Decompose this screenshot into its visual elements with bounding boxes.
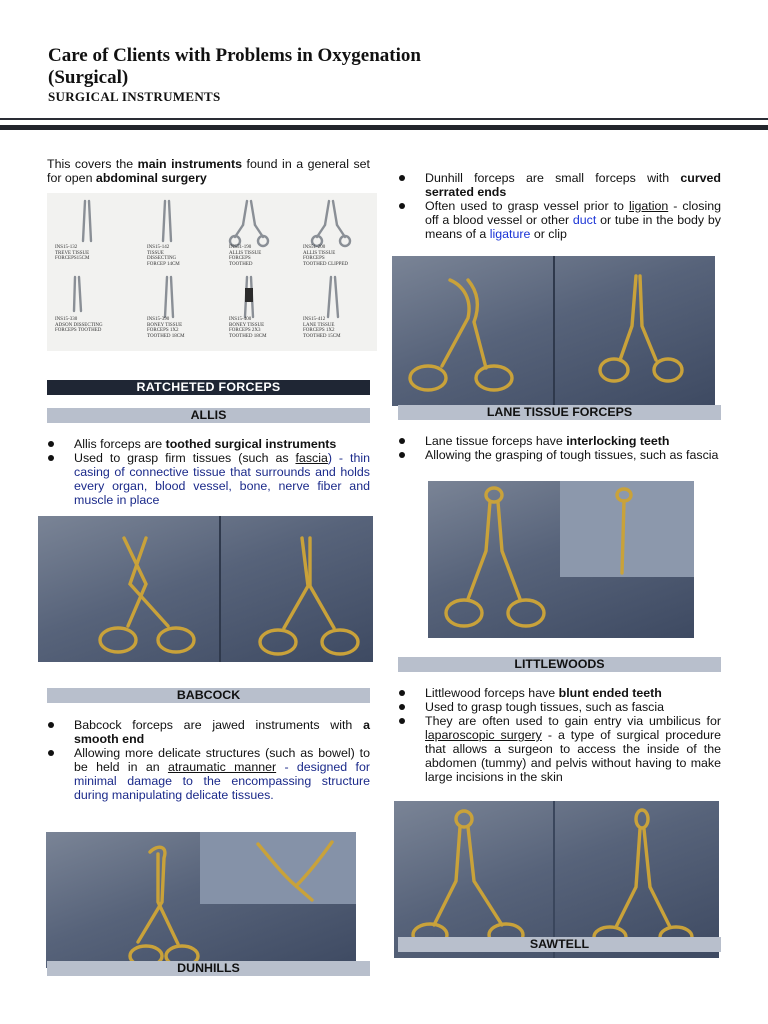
bullet-text: Babcock forceps are jawed instruments with (74, 718, 364, 732)
section-sawtell: SAWTELL (398, 937, 721, 952)
lane-forceps-drawing (392, 256, 715, 406)
document-title (48, 45, 421, 89)
dunhill-bullet-list (398, 171, 721, 241)
list-item (47, 451, 370, 507)
bullet-text: They are often used to gain entry via umbilicus for (425, 714, 721, 728)
intro-bold-abdominal-surgery: abdominal surgery (95, 171, 207, 185)
list-item (398, 686, 721, 700)
littlewood-bullet-list (398, 686, 721, 784)
instrument-catalog-image (47, 193, 377, 351)
catalog-label: INS15-132 TREVE TISSUE FORCEPS15CM (55, 245, 90, 261)
dunhill-forceps-drawing (46, 832, 356, 968)
sawtell-forceps-photo (394, 801, 719, 958)
section-littlewoods: LITTLEWOODS (398, 657, 721, 672)
catalog-label: INS15-400 BONEY TISSUE FORCEPS 2X3 TOOTHED 18CM (229, 317, 267, 339)
title-line-1: Care of Clients with Problems in Oxygenation (48, 45, 421, 66)
sawtell-forceps-drawing (394, 801, 719, 958)
bullet-bold: toothed surgical instruments (165, 437, 337, 451)
catalog-label: INS15-330 ADSON DISSECTING FORCEPS TOOTHED (55, 317, 103, 333)
allis-bullet-list (47, 437, 370, 507)
lane-tissue-forceps-photo (392, 256, 715, 406)
section-dunhills: DUNHILLS (47, 961, 370, 976)
bullet-definition: ) - thin casing of connective tissue that surrounds and holds every organ, blood vessel, bone, nerve fiber and muscle in place (74, 451, 370, 507)
intro-bold-main-instruments: main instruments (137, 157, 243, 171)
bullet-underline-atraumatic: atraumatic manner (167, 760, 277, 774)
list-item (47, 437, 370, 451)
catalog-label: INS51-200 ALLIS TISSUE FORCEPS TOOTHED CLIPPED (303, 245, 349, 267)
littlewood-forceps-drawing (428, 481, 694, 638)
section-allis: ALLIS (47, 408, 370, 423)
section-ratcheted-forceps: RATCHETED FORCEPS (47, 380, 370, 395)
littlewood-forceps-photo (428, 481, 694, 638)
list-item (47, 718, 370, 746)
bullet-text: Littlewood forceps have (425, 686, 559, 700)
catalog-label: INS15-390 BONEY TISSUE FORCEPS 1X2 TOOTHED 18CM (147, 317, 185, 339)
dunhill-forceps-photo (46, 832, 356, 968)
bullet-text: Dunhill forceps are small forceps with (425, 171, 681, 185)
intro-paragraph (47, 157, 370, 185)
bullet-definition: - a type of surgical procedure that allows a surgeon to access the inside of the abdomen (tummy) and pelvis without having to make large incisions in the skin (425, 728, 721, 784)
section-babcock: BABCOCK (47, 688, 370, 703)
allis-forceps-drawing (38, 516, 373, 662)
catalog-label: INS15-412 LANE TISSUE FORCEPS 1X2 TOOTHED 15CM (303, 317, 341, 339)
bullet-bold: interlocking teeth (566, 434, 670, 448)
catalog-label: INS51-190 ALLIS TISSUE FORCEPS TOOTHED (229, 245, 262, 267)
header-rule-thin (0, 118, 768, 120)
allis-forceps-photo (38, 516, 373, 662)
bullet-text-mid: - closing off a blood vessel or other (425, 199, 721, 227)
list-item (398, 434, 721, 448)
intro-text-mid: found in a general set for open (47, 157, 370, 185)
header-rule-thick (0, 125, 768, 130)
title-line-2: (Surgical) (48, 67, 129, 88)
bullet-text-post: or clip (530, 227, 567, 241)
document-subtitle: SURGICAL INSTRUMENTS (48, 89, 221, 104)
bullet-text: Allowing more delicate structures (such as bowel) to be held in an (74, 746, 370, 774)
babcock-bullet-list (47, 718, 370, 802)
list-item (398, 448, 721, 462)
bullet-definition: - designed for minimal damage to the encompassing structure during manipulating delicate tissues. (74, 760, 370, 802)
list-item (398, 700, 721, 714)
link-duct[interactable]: duct (572, 213, 597, 227)
list-item (398, 714, 721, 784)
bullet-bold: blunt ended teeth (558, 686, 662, 700)
bullet-bold: a smooth end (74, 718, 370, 746)
bullet-underline-laparoscopic: laparoscopic surgery (425, 728, 542, 742)
list-item (398, 171, 721, 199)
bullet-text: Lane tissue forceps have (425, 434, 567, 448)
bullet-bold: curved serrated ends (425, 171, 721, 199)
bullet-text: Often used to grasp vessel prior to (425, 199, 629, 213)
bullet-text: Used to grasp firm tissues (such as (74, 451, 296, 465)
bullet-underline-ligation: ligation (628, 199, 669, 213)
section-lane-tissue-forceps: LANE TISSUE FORCEPS (398, 405, 721, 420)
bullet-text-mid2: or tube in the body by means of a (425, 213, 721, 241)
list-item (398, 199, 721, 241)
catalog-label: INS15-142 TISSUE DISSECTING FORCEP 14CM (147, 245, 180, 267)
intro-text: This covers the (47, 157, 138, 171)
bullet-text: Used to grasp tough tissues, such as fascia (425, 700, 664, 714)
list-item (47, 746, 370, 802)
link-ligature[interactable]: ligature (489, 227, 531, 241)
lane-bullet-list (398, 434, 721, 462)
bullet-text: Allis forceps are (74, 437, 166, 451)
bullet-underline-fascia: fascia (295, 451, 328, 465)
bullet-text: Allowing the grasping of tough tissues, such as fascia (425, 448, 719, 462)
